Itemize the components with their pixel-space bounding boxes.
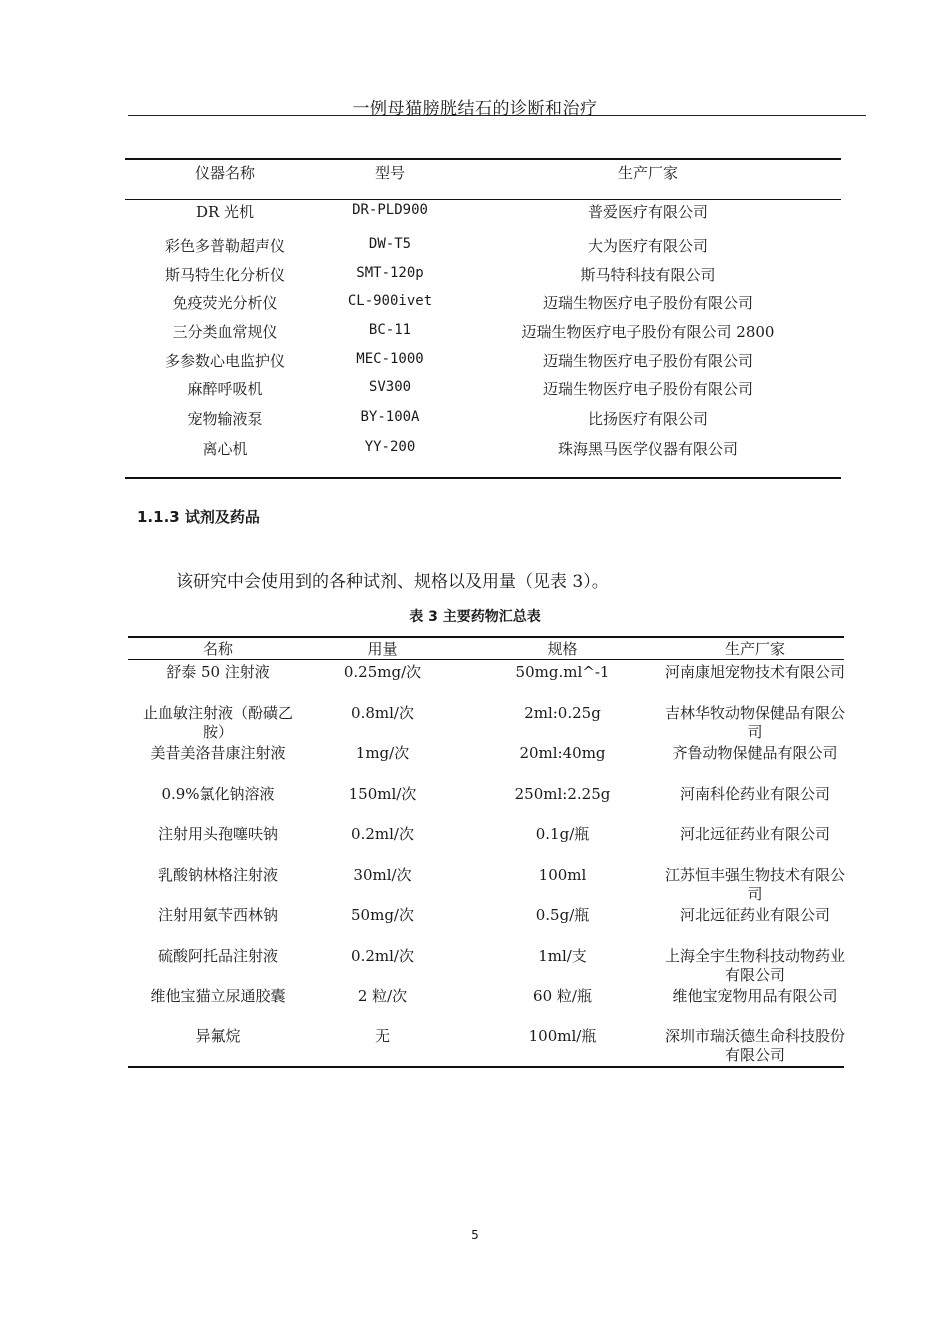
drug-name: 维他宝猫立尿通胶囊 bbox=[150, 987, 286, 1005]
drug-manufacturer: 河南科伦药业有限公司 bbox=[679, 785, 830, 803]
drug-spec: 0.5g/瓶 bbox=[535, 906, 590, 924]
column-header-spec: 规格 bbox=[547, 640, 578, 658]
instrument-model: DR-PLD900 bbox=[352, 202, 428, 218]
instrument-model: DW-T5 bbox=[368, 236, 412, 252]
drug-spec: 60 粒/瓶 bbox=[533, 987, 592, 1005]
column-header-name: 名称 bbox=[202, 640, 233, 658]
instrument-name: 离心机 bbox=[202, 440, 248, 458]
drug-name: 0.9%氯化钠溶液 bbox=[161, 785, 275, 803]
drug-name: 止血敏注射液（酚磺乙胺） bbox=[142, 704, 293, 741]
page-number: 5 bbox=[471, 1228, 479, 1242]
drug-manufacturer: 深圳市瑞沃德生命科技股份有限公司 bbox=[665, 1027, 846, 1064]
instrument-manufacturer: 比扬医疗有限公司 bbox=[587, 410, 708, 428]
drug-dosage: 无 bbox=[374, 1027, 390, 1045]
drug-spec: 1ml/支 bbox=[538, 947, 587, 965]
drug-manufacturer: 吉林华牧动物保健品有限公司 bbox=[665, 704, 846, 741]
drug-manufacturer: 河北远征药业有限公司 bbox=[679, 906, 830, 924]
instrument-model: SV300 bbox=[368, 379, 412, 395]
instrument-manufacturer: 普爱医疗有限公司 bbox=[587, 203, 708, 221]
table-caption: 表 3 主要药物汇总表 bbox=[409, 609, 541, 625]
drug-spec: 100ml bbox=[538, 866, 587, 884]
instrument-model: YY-200 bbox=[364, 439, 416, 455]
instrument-model: CL-900ivet bbox=[347, 293, 433, 309]
drug-spec: 100ml/瓶 bbox=[528, 1027, 597, 1045]
drug-manufacturer: 河南康旭宠物技术有限公司 bbox=[665, 663, 846, 681]
drug-spec: 2ml:0.25g bbox=[524, 704, 601, 722]
drug-dosage: 50mg/次 bbox=[351, 906, 414, 924]
instrument-model: SMT-120p bbox=[356, 265, 424, 281]
body-paragraph: 该研究中会使用到的各种试剂、规格以及用量（见表 3）。 bbox=[176, 572, 609, 592]
instrument-manufacturer: 大为医疗有限公司 bbox=[587, 237, 708, 255]
instrument-name: 多参数心电监护仪 bbox=[164, 352, 285, 370]
drug-manufacturer: 上海全宇生物科技动物药业有限公司 bbox=[665, 947, 846, 984]
column-header-model: 型号 bbox=[374, 164, 405, 182]
column-header-dosage: 用量 bbox=[367, 640, 398, 658]
instrument-manufacturer: 迈瑞生物医疗电子股份有限公司 2800 bbox=[521, 323, 775, 341]
drug-dosage: 0.8ml/次 bbox=[351, 704, 414, 722]
header-divider bbox=[128, 115, 866, 116]
drug-name: 舒泰 50 注射液 bbox=[166, 663, 270, 681]
table-top-rule bbox=[128, 636, 844, 638]
table-header-rule bbox=[128, 659, 844, 660]
instrument-name: DR 光机 bbox=[195, 203, 255, 221]
instrument-manufacturer: 斯马特科技有限公司 bbox=[580, 266, 716, 284]
column-header-manufacturer: 生产厂家 bbox=[617, 164, 678, 182]
drug-name: 美昔美洛昔康注射液 bbox=[150, 744, 286, 762]
instrument-name: 彩色多普勒超声仪 bbox=[164, 237, 285, 255]
drug-dosage: 2 粒/次 bbox=[357, 987, 408, 1005]
instrument-name: 免疫荧光分析仪 bbox=[172, 294, 278, 312]
instrument-name: 麻醉呼吸机 bbox=[187, 380, 263, 398]
drug-spec: 50mg.ml^-1 bbox=[515, 663, 610, 681]
drug-spec: 20ml:40mg bbox=[519, 744, 606, 762]
drug-dosage: 0.2ml/次 bbox=[351, 825, 414, 843]
table-bottom-rule bbox=[128, 1066, 844, 1068]
instrument-name: 斯马特生化分析仪 bbox=[164, 266, 285, 284]
table-header-rule bbox=[125, 199, 841, 200]
drug-spec: 0.1g/瓶 bbox=[535, 825, 590, 843]
instrument-manufacturer: 迈瑞生物医疗电子股份有限公司 bbox=[542, 352, 753, 370]
instrument-manufacturer: 珠海黑马医学仪器有限公司 bbox=[557, 440, 738, 458]
drug-name: 异氟烷 bbox=[195, 1027, 241, 1045]
instrument-manufacturer: 迈瑞生物医疗电子股份有限公司 bbox=[542, 294, 753, 312]
drug-manufacturer: 维他宝宠物用品有限公司 bbox=[672, 987, 838, 1005]
instrument-model: BC-11 bbox=[368, 322, 412, 338]
drug-dosage: 0.25mg/次 bbox=[343, 663, 422, 681]
drug-manufacturer: 江苏恒丰强生物技术有限公司 bbox=[665, 866, 846, 903]
drug-name: 注射用头孢噻呋钠 bbox=[157, 825, 278, 843]
drug-name: 硫酸阿托品注射液 bbox=[157, 947, 278, 965]
column-header-instrument-name: 仪器名称 bbox=[194, 164, 255, 182]
drug-name: 注射用氨苄西林钠 bbox=[157, 906, 278, 924]
section-heading: 1.1.3 试剂及药品 bbox=[137, 508, 260, 526]
drug-manufacturer: 河北远征药业有限公司 bbox=[679, 825, 830, 843]
column-header-manufacturer: 生产厂家 bbox=[724, 640, 785, 658]
instrument-name: 宠物输液泵 bbox=[187, 410, 263, 428]
table-bottom-rule bbox=[125, 477, 841, 479]
drug-spec: 250ml:2.25g bbox=[514, 785, 611, 803]
drug-name: 乳酸钠林格注射液 bbox=[157, 866, 278, 884]
table-top-rule bbox=[125, 158, 841, 160]
drug-dosage: 1mg/次 bbox=[355, 744, 410, 762]
instrument-manufacturer: 迈瑞生物医疗电子股份有限公司 bbox=[542, 380, 753, 398]
instrument-model: BY-100A bbox=[360, 409, 420, 425]
drug-manufacturer: 齐鲁动物保健品有限公司 bbox=[672, 744, 838, 762]
instrument-model: MEC-1000 bbox=[356, 351, 424, 367]
running-header-title: 一例母猫膀胱结石的诊断和治疗 bbox=[352, 99, 598, 119]
instrument-name: 三分类血常规仪 bbox=[172, 323, 278, 341]
drug-dosage: 150ml/次 bbox=[348, 785, 417, 803]
drug-dosage: 0.2ml/次 bbox=[351, 947, 414, 965]
drug-dosage: 30ml/次 bbox=[353, 866, 412, 884]
